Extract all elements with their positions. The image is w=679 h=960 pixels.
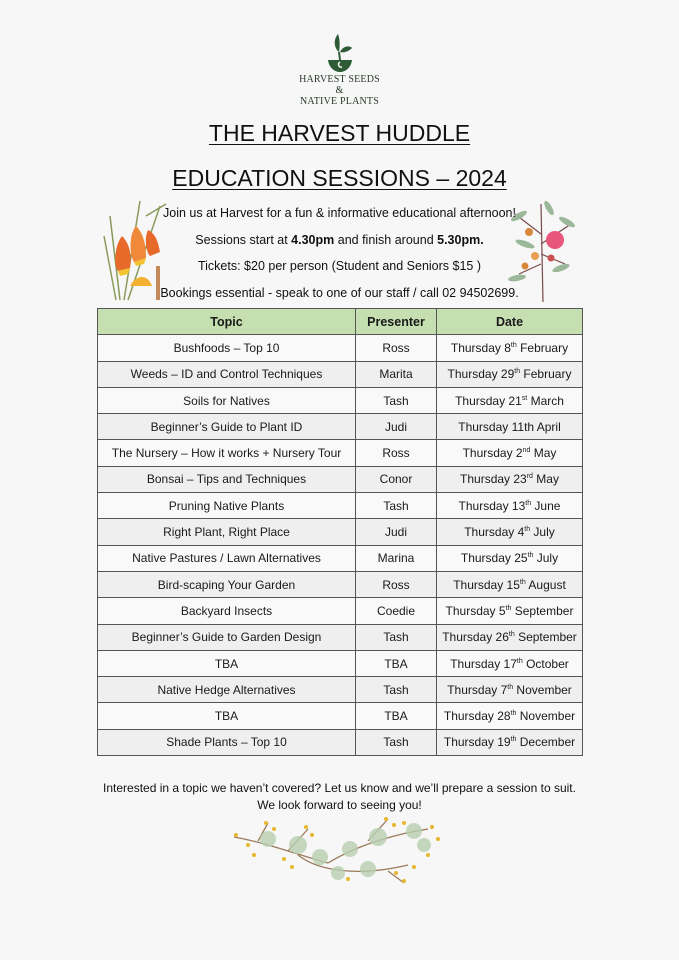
page-title: THE HARVEST HUDDLE — [208, 120, 471, 146]
table-row — [98, 414, 583, 440]
table-row — [98, 493, 583, 519]
cell-date: Thursday 5th September — [437, 598, 583, 624]
table-row — [98, 677, 583, 703]
cell-topic: Right Plant, Right Place — [98, 519, 356, 545]
table-row — [98, 598, 583, 624]
cell-presenter: TBA — [356, 703, 437, 729]
cell-date: Thursday 29th February — [437, 361, 583, 387]
cell-date: Thursday 2nd May — [437, 440, 583, 466]
cell-presenter: Coedie — [356, 598, 437, 624]
cell-topic: TBA — [98, 650, 356, 676]
cell-presenter: Ross — [356, 440, 437, 466]
table-row — [98, 440, 583, 466]
table-row — [98, 466, 583, 492]
cell-date: Thursday 25th July — [437, 545, 583, 571]
cell-presenter: Ross — [356, 335, 437, 361]
closing-line: We look forward to seeing you! — [257, 798, 422, 812]
cell-date: Thursday 23rd May — [437, 466, 583, 492]
cell-topic: The Nursery – How it works + Nursery Tour — [98, 440, 356, 466]
logo — [0, 30, 679, 107]
table-row — [98, 729, 583, 755]
table-header-row — [98, 309, 583, 335]
cell-date: Thursday 26th September — [437, 624, 583, 650]
cell-date: Thursday 19th December — [437, 729, 583, 755]
cell-presenter: TBA — [356, 650, 437, 676]
cell-topic: Native Pastures / Lawn Alternatives — [98, 545, 356, 571]
table-row — [98, 361, 583, 387]
cell-date: Thursday 28th November — [437, 703, 583, 729]
ticket-prices: Tickets: $20 per person (Student and Seniors $15 ) — [197, 259, 482, 273]
closing-text — [0, 780, 679, 814]
cell-topic: Bird-scaping Your Garden — [98, 571, 356, 597]
cell-date: Thursday 11th April — [437, 414, 583, 440]
session-times: Sessions start at 4.30pm and finish around 5.30pm. — [195, 232, 484, 247]
table-row — [98, 624, 583, 650]
cell-presenter: Tash — [356, 493, 437, 519]
cell-topic: Bonsai – Tips and Techniques — [98, 466, 356, 492]
cell-presenter: Tash — [356, 387, 437, 413]
table-row — [98, 571, 583, 597]
cell-date: Thursday 21st March — [437, 387, 583, 413]
table-row — [98, 703, 583, 729]
table-row — [98, 650, 583, 676]
cell-date: Thursday 13th June — [437, 493, 583, 519]
cell-presenter: Ross — [356, 571, 437, 597]
table-row — [98, 545, 583, 571]
table-row — [98, 519, 583, 545]
wattle-garland-illustration — [228, 815, 448, 887]
cell-topic: Beginner’s Guide to Plant ID — [98, 414, 356, 440]
cell-date: Thursday 7th November — [437, 677, 583, 703]
intro-text — [0, 204, 679, 310]
seedling-bowl-icon — [325, 30, 355, 74]
cell-presenter: Tash — [356, 729, 437, 755]
cell-presenter: Tash — [356, 677, 437, 703]
cell-topic: Backyard Insects — [98, 598, 356, 624]
cell-topic: Pruning Native Plants — [98, 493, 356, 519]
cell-topic: Weeds – ID and Control Techniques — [98, 361, 356, 387]
cell-presenter: Conor — [356, 466, 437, 492]
page-subtitle: EDUCATION SESSIONS – 2024 — [172, 165, 507, 191]
cell-presenter: Judi — [356, 519, 437, 545]
cell-topic: Soils for Natives — [98, 387, 356, 413]
column-header-topic: Topic — [98, 309, 356, 335]
cell-topic: Bushfoods – Top 10 — [98, 335, 356, 361]
cell-date: Thursday 15th August — [437, 571, 583, 597]
cell-date: Thursday 17th October — [437, 650, 583, 676]
cell-topic: Native Hedge Alternatives — [98, 677, 356, 703]
cell-presenter: Marina — [356, 545, 437, 571]
table-row — [98, 387, 583, 413]
column-header-date: Date — [437, 309, 583, 335]
sessions-table — [97, 308, 583, 756]
intro-line: Join us at Harvest for a fun & informative educational afternoon! — [163, 206, 516, 220]
closing-line: Interested in a topic we haven’t covered? Let us know and we’ll prepare a session to suit. — [103, 781, 576, 795]
cell-presenter: Marita — [356, 361, 437, 387]
cell-presenter: Judi — [356, 414, 437, 440]
cell-topic: Beginner’s Guide to Garden Design — [98, 624, 356, 650]
cell-topic: TBA — [98, 703, 356, 729]
cell-date: Thursday 8th February — [437, 335, 583, 361]
table-row — [98, 335, 583, 361]
cell-presenter: Tash — [356, 624, 437, 650]
cell-date: Thursday 4th July — [437, 519, 583, 545]
cell-topic: Shade Plants – Top 10 — [98, 729, 356, 755]
column-header-presenter: Presenter — [356, 309, 437, 335]
brand-name: HARVEST SEEDS & NATIVE PLANTS — [299, 74, 380, 107]
booking-info: Bookings essential - speak to one of our staff / call 02 94502699. — [160, 285, 519, 300]
